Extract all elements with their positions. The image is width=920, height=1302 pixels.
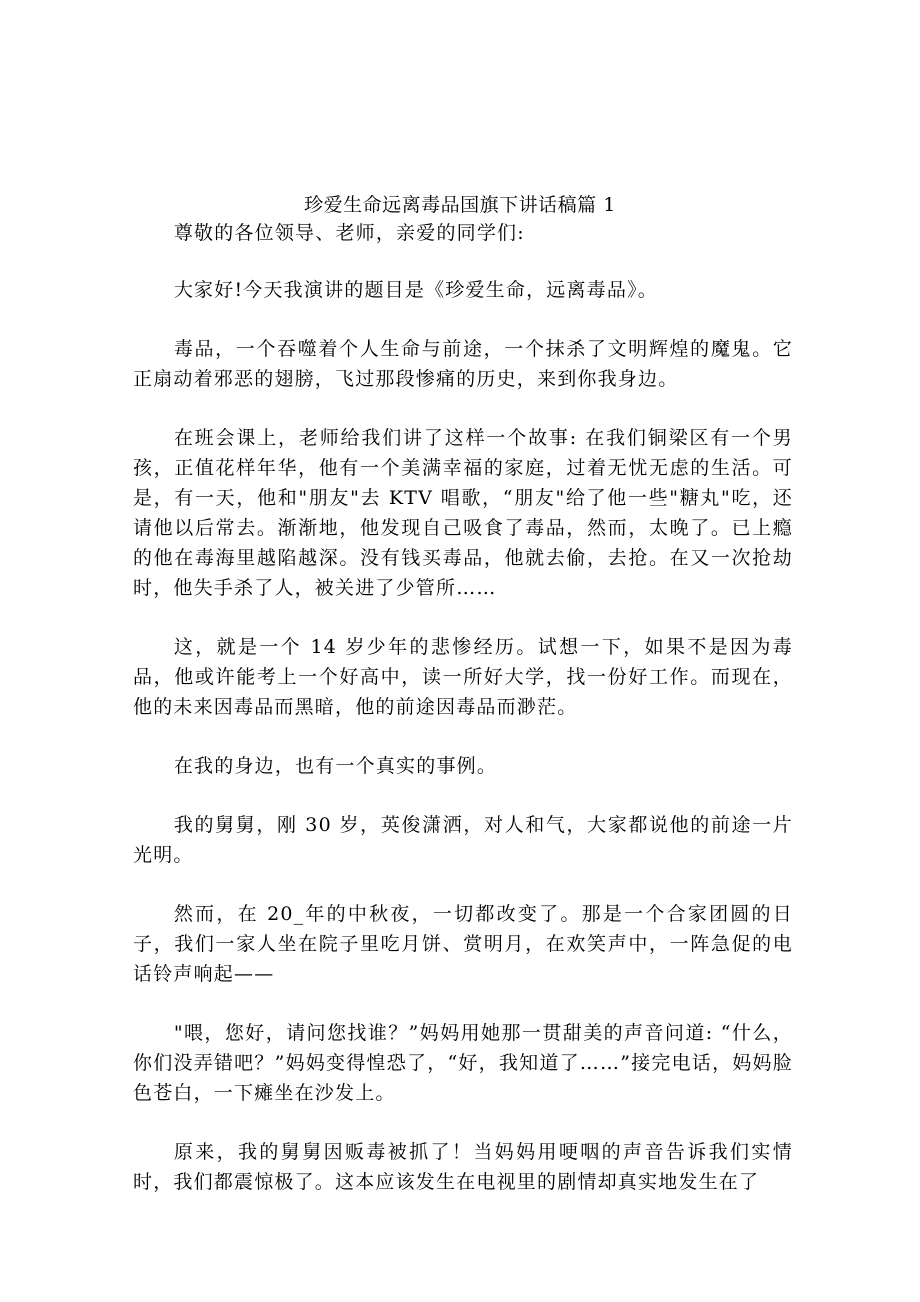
paragraph-story: 在班会课上，老师给我们讲了这样一个故事: 在我们铜梁区有一个男孩，正值花样年华，他有一个美满幸福的家庭，过着无忧无虑的生活。可是，有一天，他和"朋友"去 KTV 唱歌，“朋友"给了他一些"糖丸"吃，还请他以后常去。渐渐地，他发现自己吸食了毒品，然而，太晚了。已上瘾的他在毒海里越陷越深。没有钱买毒品，他就去偷，去抢。在又一次抢劫时，他失手杀了人，被关进了少管所……	[133, 427, 793, 599]
paragraph-mid-autumn: 然而，在 20_年的中秋夜，一切都改变了。那是一个合家团圆的日子，我们一家人坐在院子里吃月饼、赏明月，在欢笑声中，一阵急促的电话铃声响起——	[133, 903, 793, 985]
paragraph-reflection: 这，就是一个 14 岁少年的悲惨经历。试想一下，如果不是因为毒品，他或许能考上一个好高中，读一所好大学，找一份好工作。而现在，他的未来因毒品而黑暗，他的前途因毒品而渺茫。	[133, 636, 793, 718]
document-body	[133, 218, 793, 1226]
paragraph-greeting: 尊敬的各位领导、老师，亲爱的同学们:	[173, 222, 525, 244]
paragraph-arrest: 原来，我的舅舅因贩毒被抓了！当妈妈用哽咽的声音告诉我们实情时，我们都震惊极了。这本应该发生在电视里的剧情却真实地发生在了	[133, 1141, 793, 1193]
paragraph-real-example: 在我的身边，也有一个真实的事例。	[173, 755, 498, 777]
paragraph-uncle: 我的舅舅，刚 30 岁，英俊潇洒，对人和气，大家都说他的前途一片光明。	[133, 814, 793, 866]
paragraph-drugs-intro: 毒品，一个吞噬着个人生命与前途，一个抹杀了文明辉煌的魔鬼。它正扇动着邪恶的翅膀，飞过那段惨痛的历史，来到你我身边。	[133, 338, 793, 390]
paragraph-phone-call: "喂，您好，请问您找谁？”妈妈用她那一贯甜美的声音问道: “什么，你们没弄错吧？”妈妈变得惶恐了，“好，我知道了……”接完电话，妈妈脸色苍白，一下瘫坐在沙发上。	[133, 1022, 793, 1104]
document-title: 珍爱生命远离毒品国旗下讲话稿篇 1	[304, 194, 616, 216]
paragraph-opening: 大家好!今天我演讲的题目是《珍爱生命，远离毒品》。	[173, 279, 658, 301]
